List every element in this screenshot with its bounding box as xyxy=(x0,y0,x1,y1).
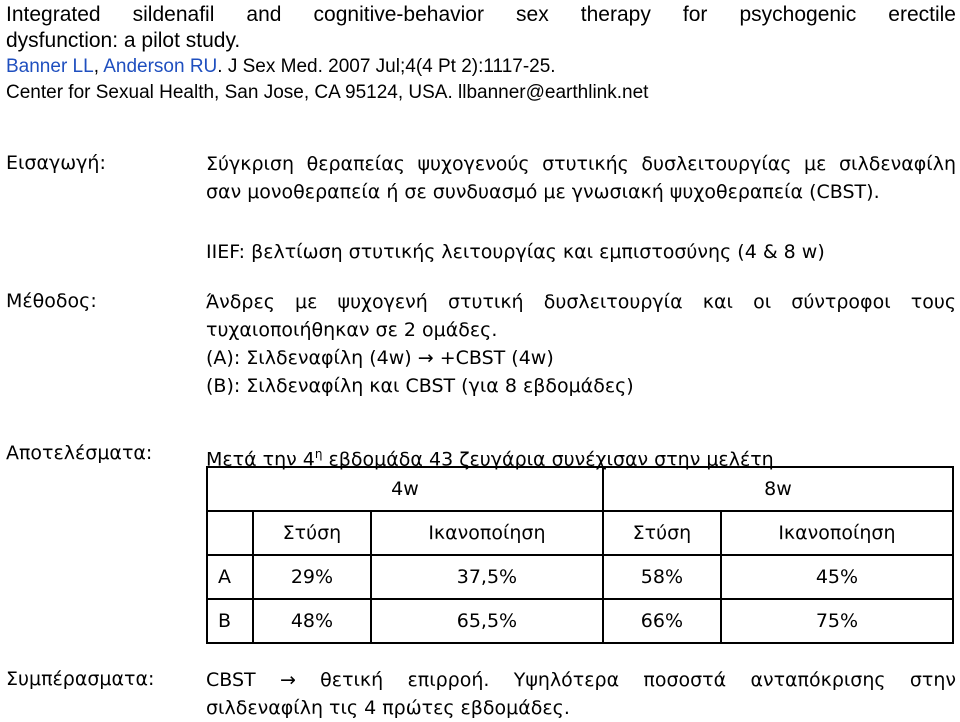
results-intro-pre: Μετά την 4 xyxy=(206,448,315,471)
period-header-8w: 8w xyxy=(603,467,953,511)
cell-a-erection-8w: 58% xyxy=(603,555,721,599)
citation-authors-line xyxy=(6,54,956,80)
corner-cell xyxy=(207,511,253,555)
subheader-satisfaction-4w: Ικανοποίηση xyxy=(371,511,603,555)
table-header-periods xyxy=(207,467,953,511)
conclusion-text xyxy=(206,666,956,722)
intro-line1: Σύγκριση θεραπείας ψυχογενούς στυτικής δυσλειτουργίας με σιλδεναφίλη xyxy=(206,153,956,175)
conclusion-line2: σιλδεναφίλη τις 4 πρώτες εβδομάδες. xyxy=(206,697,570,719)
method-group-b: (B): Σιλδεναφίλη και CBST (για 8 εβδομάδες) xyxy=(206,375,634,397)
intro-line2: σαν μονοθεραπεία ή σε συνδυασμό με γνωσιακή ψυχοθεραπεία (CBST). xyxy=(206,181,880,203)
journal-info: . J Sex Med. 2007 Jul;4(4 Pt 2):1117-25. xyxy=(217,56,556,77)
method-line1: Άνδρες με ψυχογενή στυτική δυσλειτουργία και οι σύντροφοι τους xyxy=(206,291,956,313)
cell-b-erection-4w: 48% xyxy=(253,599,371,643)
table-header-measures xyxy=(207,511,953,555)
results-table xyxy=(206,466,954,644)
subheader-satisfaction-8w: Ικανοποίηση xyxy=(721,511,953,555)
conclusion-label: Συμπέρασματα: xyxy=(6,668,155,690)
cell-a-satisfaction-4w: 37,5% xyxy=(371,555,603,599)
method-text xyxy=(206,288,956,400)
cell-a-erection-4w: 29% xyxy=(253,555,371,599)
affiliation: Center for Sexual Health, San Jose, CA 95124, USA. llbanner@earthlink.net xyxy=(6,82,649,103)
period-header-4w: 4w xyxy=(207,467,603,511)
table-row xyxy=(207,555,953,599)
table-row xyxy=(207,599,953,643)
article-title-line2: dysfunction: a pilot study. xyxy=(6,29,241,52)
results-label: Αποτελέσματα: xyxy=(6,442,153,464)
iief-note: IIEF: βελτίωση στυτικής λειτουργίας και εμπιστοσύνης (4 & 8 w) xyxy=(206,241,825,263)
intro-text xyxy=(206,150,956,206)
author-link-banner[interactable]: Banner LL xyxy=(6,56,94,77)
author-separator: , xyxy=(93,56,99,77)
cell-b-satisfaction-8w: 75% xyxy=(721,599,953,643)
results-intro-sup: η xyxy=(314,447,323,461)
cell-b-erection-8w: 66% xyxy=(603,599,721,643)
intro-label: Εισαγωγή: xyxy=(6,152,106,174)
citation-header xyxy=(6,2,956,106)
results-intro-post: εβδομάδα 43 ζευγάρια συνέχισαν στην μελέτη xyxy=(322,448,774,471)
subheader-erection-8w: Στύση xyxy=(603,511,721,555)
method-group-a: (A): Σιλδεναφίλη (4w) → +CBST (4w) xyxy=(206,347,554,369)
author-link-anderson[interactable]: Anderson RU xyxy=(103,56,218,77)
method-label: Μέθοδος: xyxy=(6,290,97,312)
conclusion-line1: CBST → θετική επιρροή. Υψηλότερα ποσοστά ανταπόκρισης στην xyxy=(206,669,956,691)
cell-a-satisfaction-8w: 45% xyxy=(721,555,953,599)
method-line2: τυχαιοποιήθηκαν σε 2 ομάδες. xyxy=(206,319,498,341)
subheader-erection-4w: Στύση xyxy=(253,511,371,555)
cell-b-satisfaction-4w: 65,5% xyxy=(371,599,603,643)
row-label-b: B xyxy=(207,599,253,643)
row-label-a: A xyxy=(207,555,253,599)
article-title-line1: Integrated sildenafil and cognitive-behavior sex therapy for psychogenic erectile xyxy=(6,3,956,26)
